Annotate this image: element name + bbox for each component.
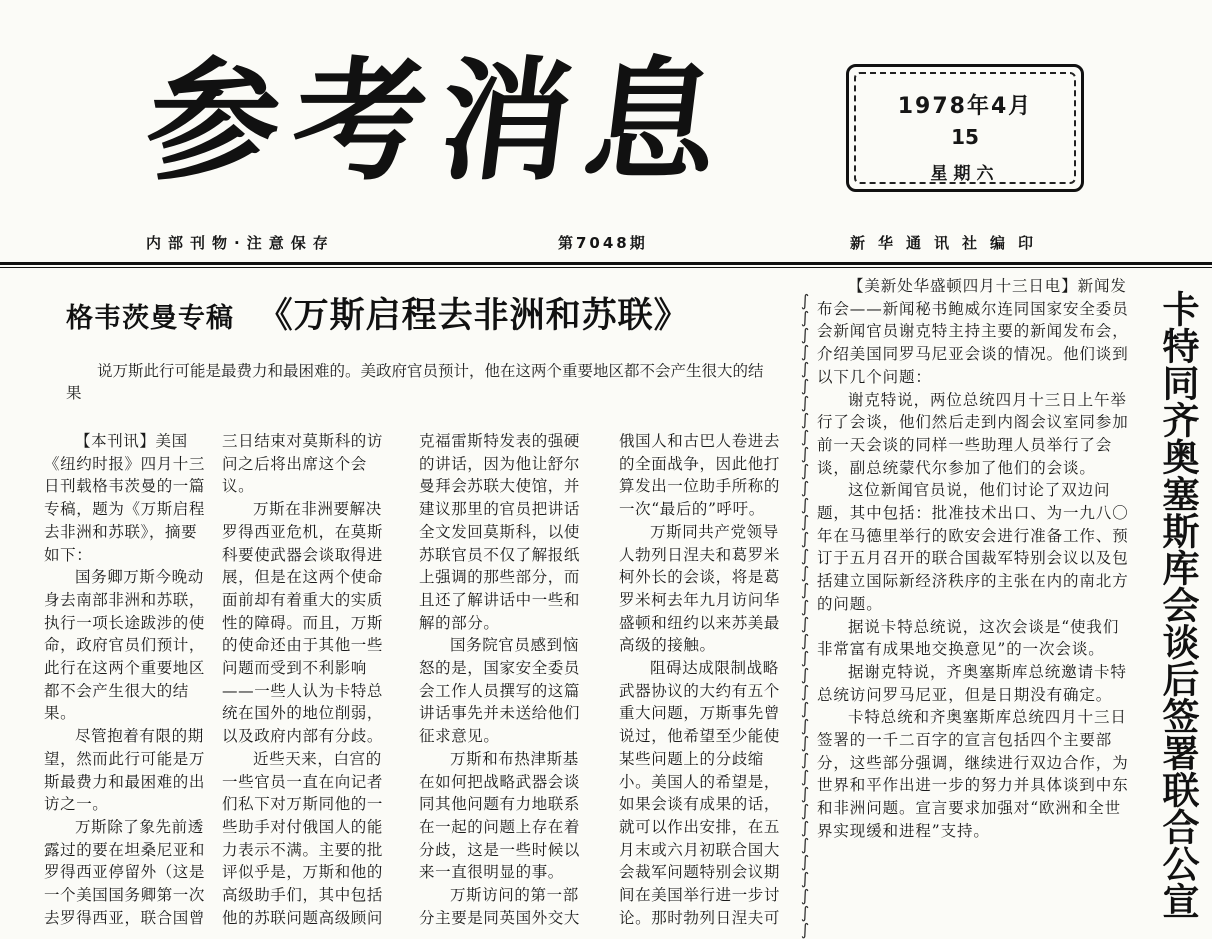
masthead-logo: 参考消息 bbox=[138, 44, 742, 199]
side-article-headline: 卡特同齐奥塞斯库会谈后签署联合公宣 bbox=[1156, 290, 1199, 919]
article-column-3 bbox=[419, 430, 583, 927]
paragraph: 阻碍达成限制战略武器协议的大约有五个重大问题，万斯事先曾说过，他希望至少能使某些问题上的分歧缩小。美国人的希望是，如果会谈有成果的话，就可以作出安排，在五月末或六月初联合国大会裁军问题特别会议期间在美国举行进一步讨论。那时勃列日涅夫可 bbox=[619, 659, 781, 927]
paragraph: 谢克特说，两位总统四月十三日上午举行了会谈，他们然后走到内阁会议室同参加前一天会谈的同样一些助理人员举行了会谈，副总统蒙代尔参加了他们的会谈。 bbox=[817, 390, 1129, 477]
article-byline: 格韦茨曼专稿 bbox=[66, 303, 234, 334]
paragraph: 尽管抱着有限的期望，然而此行可能是万斯最费力和最困难的出访之一。 bbox=[44, 727, 206, 814]
paragraph: 【本刊讯】美国《纽约时报》四月十三日刊载格韦茨曼的一篇专稿，题为《万斯启程去非洲和苏联》，摘要如下： bbox=[44, 432, 206, 564]
issue-date: 1978年4月 bbox=[897, 94, 1033, 119]
paragraph: 万斯在非洲要解决罗得西亚危机，在莫斯科要使武器会谈取得进展，但是在这两个使命面前却有着重大的实质性的障碍。而且，万斯的使命还由于其他一些问题而受到不利影响——一些人认为卡特总统在国外的地位削弱，以及政府内部有分歧。 bbox=[222, 500, 384, 746]
paragraph: 万斯和布热津斯基在如何把战略武器会谈同其他问题有力地联系在一起的问题上存在着分歧，这是一些时候以来一直很明显的事。 bbox=[419, 749, 581, 882]
paragraph: 克福雷斯特发表的强硬的讲话，因为他让舒尔曼拜会苏联大使馆，并建议那里的官员把讲话全文发回莫斯科，以使苏联官员不仅了解报纸上强调的那些部分，而且还了解讲话中一些和解的部分。 bbox=[419, 432, 581, 632]
date-box bbox=[846, 64, 1084, 192]
internal-publication-note: 内部刊物·注意保存 bbox=[146, 234, 335, 252]
paragraph: 【美新处华盛顿四月十三日电】新闻发布会——新闻秘书鲍威尔连同国家安全委员会新闻官员谢克特主持主要的新闻发布会，介绍美国同罗马尼亚会谈的情况。他们谈到以下几个问题： bbox=[817, 277, 1129, 386]
paragraph: 近些天来，白宫的一些官员一直在向记者们私下对万斯同他的一些助手对付俄国人的能力表示不满。主要的批评似乎是，万斯和他的高级助手们，其中包括他的苏联问题高级顾问 bbox=[222, 749, 384, 927]
article-column-1 bbox=[44, 430, 208, 927]
issue-number: 第7048期 bbox=[558, 234, 648, 252]
wavy-column-divider: ∫ ∫ ∫ ∫ ∫ ∫ ∫ ∫ ∫ ∫ ∫ ∫ ∫ ∫ ∫ ∫ ∫ ∫ ∫ ∫ ∫ ∫ ∫ ∫ ∫ ∫ ∫ ∫ ∫ ∫ ∫ ∫ ∫ ∫ ∫ ∫ ∫ ∫ bbox=[800, 291, 810, 939]
paragraph: 这位新闻官员说，他们讨论了双边问题，其中包括：批准技术出口、为一九八〇年在马德里举行的欧安会进行准备工作、预订于五月召开的联合国裁军特别会议以及包括建立国际新经济秩序的主张在内的南北方的问题。 bbox=[817, 481, 1129, 613]
paragraph: 万斯同共产党领导人勃列日涅夫和葛罗米柯外长的会谈，将是葛罗米柯去年九月访问华盛顿和纽约以来苏美最高级的接触。 bbox=[619, 522, 781, 655]
paragraph: 俄国人和古巴人卷进去的全面战争，因此他打算发出一位助手所称的一次“最后的”呼吁。 bbox=[619, 432, 781, 519]
paragraph: 国务卿万斯今晚动身去南部非洲和苏联，执行一项长途跋涉的使命，政府官员们预计，此行在这两个重要地区都不会产生很大的结果。 bbox=[44, 568, 206, 723]
paragraph: 据谢克特说，齐奥塞斯库总统邀请卡特总统访问罗马尼亚，但是日期没有确定。 bbox=[817, 662, 1127, 704]
masthead-rule-thin bbox=[0, 267, 1212, 268]
side-article-column bbox=[817, 275, 1129, 913]
paragraph: 三日结束对莫斯科的访问之后将出席这个会议。 bbox=[222, 432, 384, 496]
article-title: 《万斯启程去非洲和苏联》 bbox=[257, 296, 690, 336]
publisher-credit: 新华通讯社编印 bbox=[850, 234, 1047, 252]
article-summary: 说万斯此行可能是最费力和最困难的。美政府官员预计，他在这两个重要地区都不会产生很大的结果 bbox=[66, 362, 764, 402]
issue-weekday: 星期六 bbox=[930, 164, 1000, 184]
masthead-rule-thick bbox=[0, 262, 1212, 265]
paragraph: 国务院官员感到恼怒的是，国家安全委员会工作人员撰写的这篇讲话事先并未送给他们征求意见。 bbox=[419, 636, 581, 746]
article-column-2 bbox=[222, 430, 386, 927]
article-headline bbox=[66, 288, 690, 338]
paragraph: 万斯除了象先前透露过的要在坦桑尼亚和罗得西亚停留外（这是一个美国国务卿第一次去罗得西亚，联合国曾 bbox=[44, 817, 206, 927]
paragraph: 万斯访问的第一部分主要是同英国外交大 bbox=[419, 886, 581, 927]
article-column-4 bbox=[619, 430, 783, 927]
issue-day: 15 bbox=[951, 125, 979, 149]
paragraph: 卡特总统和齐奥塞斯库总统四月十三日签署的一千二百字的宣言包括四个主要部分，这些部分强调，继续进行双边合作，为世界和平作出进一步的努力并具体谈到中东和非洲问题。宣言要求加强对“欧洲和全世界实现缓和进程”支持。 bbox=[817, 708, 1129, 840]
paragraph: 据说卡特总统说，这次会谈是“使我们非常富有成果地交换意见”的一次会谈。 bbox=[817, 617, 1120, 659]
